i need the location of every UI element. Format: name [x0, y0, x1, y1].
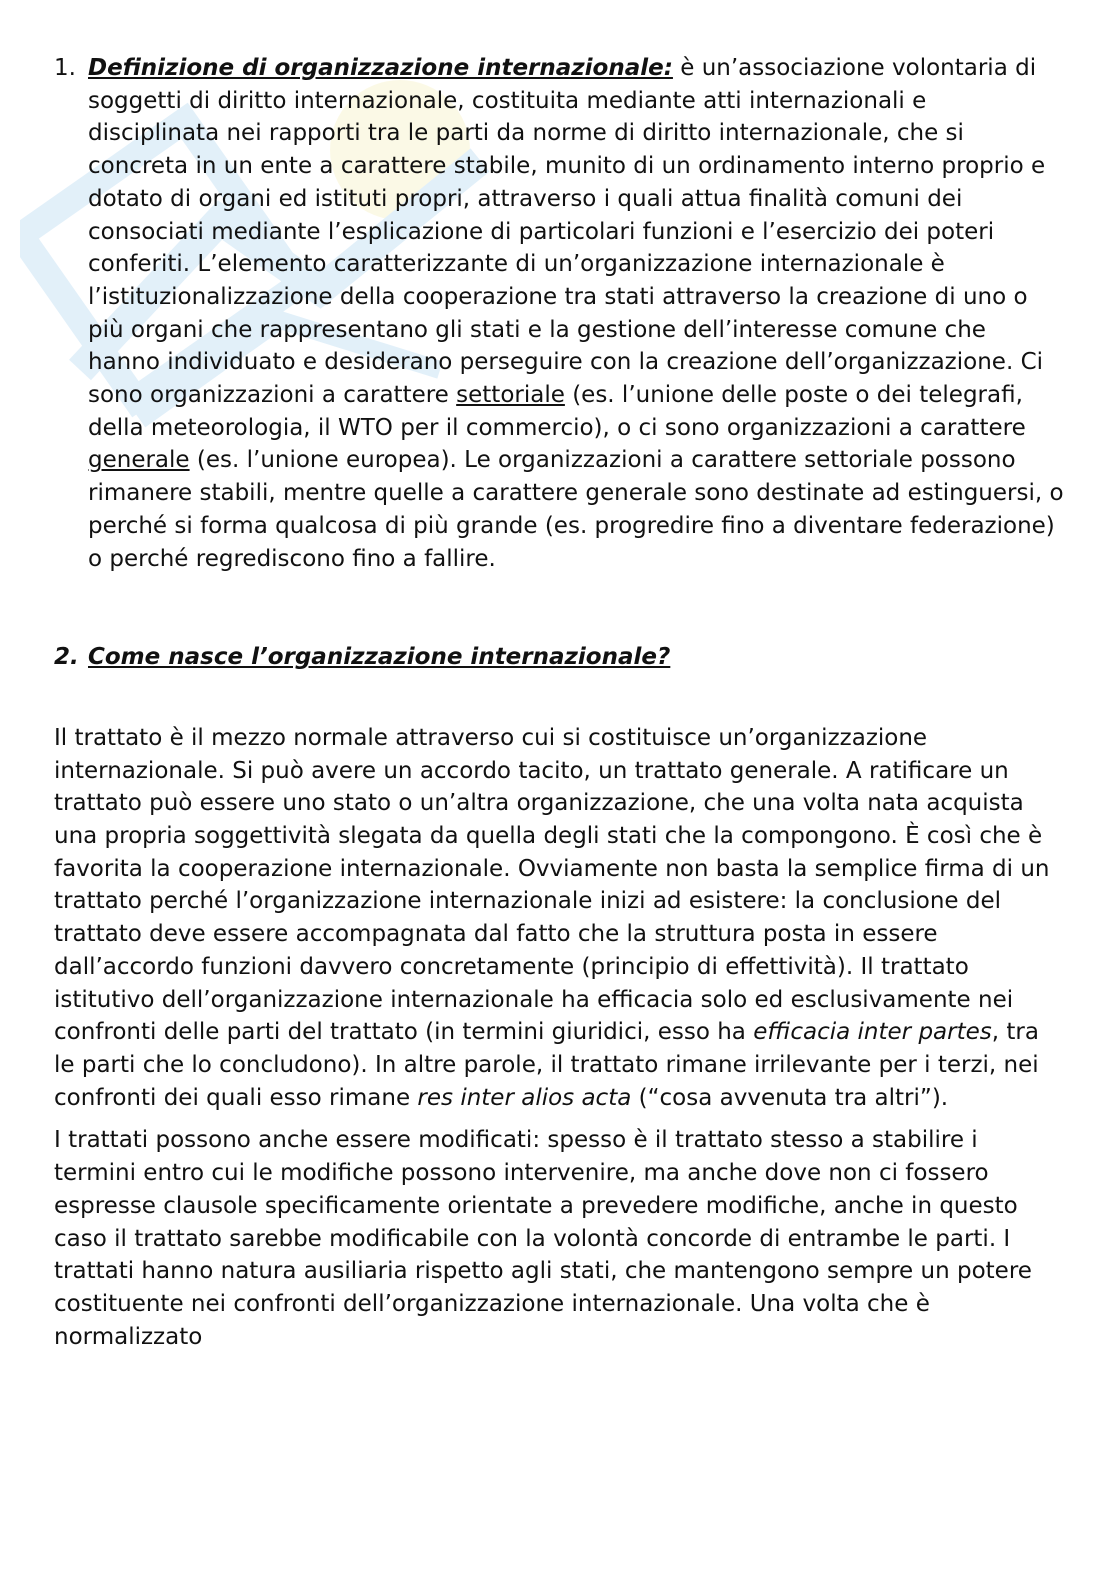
item-title: Definizione di organizzazione internazionale: [88, 55, 673, 81]
term-generale: generale [88, 447, 190, 474]
paragraph-text: (“cosa avvenuta tra altri”). [631, 1084, 949, 1111]
italic-term: efficacia inter partes [753, 1019, 992, 1046]
paragraph-2: I trattati possono anche essere modificati: spesso è il trattato stesso a stabilire i termini entro cui le modifiche possono intervenire, ma anche dove non ci fossero espresse clausole specificamente orientate a prevedere modifiche, anche in questo caso il trattato sarebbe modificabile con la volontà concorde di entrambe le parti. I trattati hanno natura ausiliaria rispetto agli stati, che mantengono sempre un potere costituente nei confronti dell’organizzazione internazionale. Una volta che è normalizzato [54, 1127, 1032, 1350]
section-heading-2 [54, 641, 1064, 674]
italic-term: res inter alios acta [417, 1084, 632, 1111]
item-text: (es. l’unione delle poste o dei telegrafi, della meteorologia, il WTO per il commercio), o ci sono organizzazioni a carattere [88, 382, 1026, 441]
paragraph-text: Il trattato è il mezzo normale attraverso cui si costituisce un’organizzazione internazionale. Si può avere un accordo tacito, un trattato generale. A ratificare un trattato può essere uno stato o un’altra organizzazione, che una volta nata acquista una propria soggettività slegata da quella degli stati che la compongono. È così che è favorita la cooperazione internazionale. Ovviamente non basta la semplice firma di un trattato perché l’organizzazione internazionale inizi ad esistere: la conclusione del trattato deve essere accompagnata dal fatto che la struttura posta in essere dall’accordo funzioni davvero concretamente (principio di effettività). Il trattato istitutivo dell’organizzazione internazionale ha efficacia solo ed esclusivamente nei confronti delle parti del trattato (in termini giuridici, esso ha [54, 724, 1050, 1046]
item-text: è un’associazione volontaria di soggetti di diritto internazionale, costituita mediante atti internazionali e disciplinata nei rapporti tra le parti da norme di diritto internazionale, che si concreta in un ente a carattere stabile, munito di un ordinamento interno proprio e dotato di organi ed istituti propri, attraverso i quali attua finalità comuni dei consociati mediante l’esplicazione di particolari funzioni e l’esercizio dei poteri conferiti. L’elemento caratterizzante di un’organizzazione internazionale è l’istituzionalizzazione della cooperazione tra stati attraverso la creazione di uno o più organi che rappresentano gli stati e la gestione dell’interesse comune che hanno individuato e desiderano perseguire con la creazione dell’organizzazione. Ci sono organizzazioni a carattere [88, 55, 1046, 409]
list-number: 2. [54, 644, 79, 671]
paragraph-text: , tra le parti che lo concludono). In altre parole, il trattato rimane irrilevante per i terzi, nei confronti dei quali esso rimane [54, 1019, 1039, 1111]
list-number: 1. [54, 55, 76, 81]
document-page [54, 52, 1064, 1353]
item-text: (es. l’unione europea). Le organizzazioni a carattere settoriale possono rimanere stabili, mentre quelle a carattere generale sono destinate ad estinguersi, o perché si forma qualcosa di più grande (es. progredire fino a diventare federazione) o perché regrediscono fino a fallire. [88, 447, 1064, 572]
paragraph-1 [54, 722, 1064, 1114]
term-settoriale: settoriale [456, 382, 565, 409]
list-item-1 [54, 52, 1064, 575]
heading-text: Come nasce l’organizzazione internazionale? [88, 644, 671, 671]
